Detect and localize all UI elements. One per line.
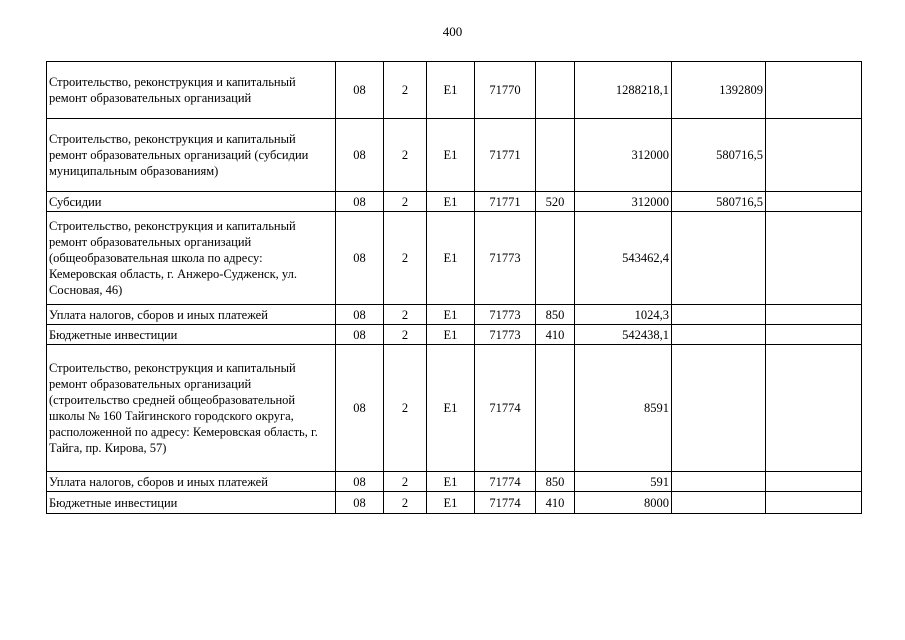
row-program: E1 [427,192,475,212]
row-target-code: 71774 [475,472,536,492]
row-amount-3 [766,192,862,212]
row-amount-2: 1392809 [672,62,766,119]
row-subsection: 2 [384,325,427,345]
row-subsection: 2 [384,62,427,119]
row-name: Уплата налогов, сборов и иных платежей [47,472,336,492]
row-expense-type: 850 [536,472,575,492]
row-target-code: 71773 [475,325,536,345]
row-section: 08 [336,212,384,305]
row-name: Строительство, реконструкция и капитальный ремонт образовательных организаций (общеобразовательная школа по адресу: Кемеровская область, г. Анжеро-Судженск, ул. Сосновая, 46) [47,212,336,305]
row-amount-1: 542438,1 [575,325,672,345]
row-section: 08 [336,472,384,492]
row-name: Субсидии [47,192,336,212]
row-expense-type [536,212,575,305]
row-target-code: 71774 [475,345,536,472]
row-amount-1: 312000 [575,119,672,192]
row-amount-1: 591 [575,472,672,492]
row-name: Уплата налогов, сборов и иных платежей [47,305,336,325]
row-program: E1 [427,62,475,119]
row-target-code: 71774 [475,492,536,514]
row-expense-type: 850 [536,305,575,325]
row-subsection: 2 [384,119,427,192]
page-number: 400 [442,24,463,39]
table-row [47,305,862,325]
row-amount-3 [766,212,862,305]
row-subsection: 2 [384,192,427,212]
row-subsection: 2 [384,472,427,492]
row-expense-type [536,119,575,192]
row-program: E1 [427,305,475,325]
row-expense-type: 410 [536,492,575,514]
row-program: E1 [427,492,475,514]
row-subsection: 2 [384,305,427,325]
row-amount-3 [766,325,862,345]
row-section: 08 [336,492,384,514]
row-amount-2 [672,325,766,345]
table-row [47,492,862,514]
row-amount-2 [672,472,766,492]
row-section: 08 [336,345,384,472]
row-section: 08 [336,119,384,192]
row-amount-3 [766,119,862,192]
row-name: Строительство, реконструкция и капитальный ремонт образовательных организаций (субсидии муниципальным образованиям) [47,119,336,192]
row-amount-1: 1024,3 [575,305,672,325]
row-expense-type [536,345,575,472]
row-amount-2 [672,305,766,325]
budget-table [46,61,862,514]
row-expense-type: 410 [536,325,575,345]
row-name: Бюджетные инвестиции [47,492,336,514]
row-target-code: 71771 [475,119,536,192]
row-amount-1: 8000 [575,492,672,514]
row-program: E1 [427,119,475,192]
row-target-code: 71773 [475,305,536,325]
row-subsection: 2 [384,492,427,514]
row-amount-1: 1288218,1 [575,62,672,119]
row-amount-1: 543462,4 [575,212,672,305]
row-amount-3 [766,345,862,472]
row-expense-type [536,62,575,119]
row-section: 08 [336,305,384,325]
table-row [47,345,862,472]
table-row [47,325,862,345]
row-program: E1 [427,325,475,345]
row-amount-3 [766,62,862,119]
budget-table-body [47,62,862,514]
row-amount-2 [672,492,766,514]
row-amount-2 [672,212,766,305]
row-amount-2 [672,345,766,472]
row-amount-3 [766,492,862,514]
row-subsection: 2 [384,345,427,472]
row-amount-3 [766,472,862,492]
row-section: 08 [336,62,384,119]
row-program: E1 [427,472,475,492]
row-amount-3 [766,305,862,325]
row-section: 08 [336,325,384,345]
table-row [47,192,862,212]
row-target-code: 71773 [475,212,536,305]
row-target-code: 71771 [475,192,536,212]
table-row [47,212,862,305]
row-subsection: 2 [384,212,427,305]
row-amount-2: 580716,5 [672,119,766,192]
row-name: Строительство, реконструкция и капитальный ремонт образовательных организаций [47,62,336,119]
row-program: E1 [427,345,475,472]
row-amount-2: 580716,5 [672,192,766,212]
row-program: E1 [427,212,475,305]
row-expense-type: 520 [536,192,575,212]
row-name: Бюджетные инвестиции [47,325,336,345]
row-section: 08 [336,192,384,212]
row-name: Строительство, реконструкция и капитальный ремонт образовательных организаций (строительство средней общеобразовательной школы № 160 Тайгинского городского округа, расположенной по адресу: Кемеровская область, г. Тайга, пр. Кирова, 57) [47,345,336,472]
table-row [47,119,862,192]
row-target-code: 71770 [475,62,536,119]
table-row [47,472,862,492]
row-amount-1: 312000 [575,192,672,212]
table-row [47,62,862,119]
row-amount-1: 8591 [575,345,672,472]
